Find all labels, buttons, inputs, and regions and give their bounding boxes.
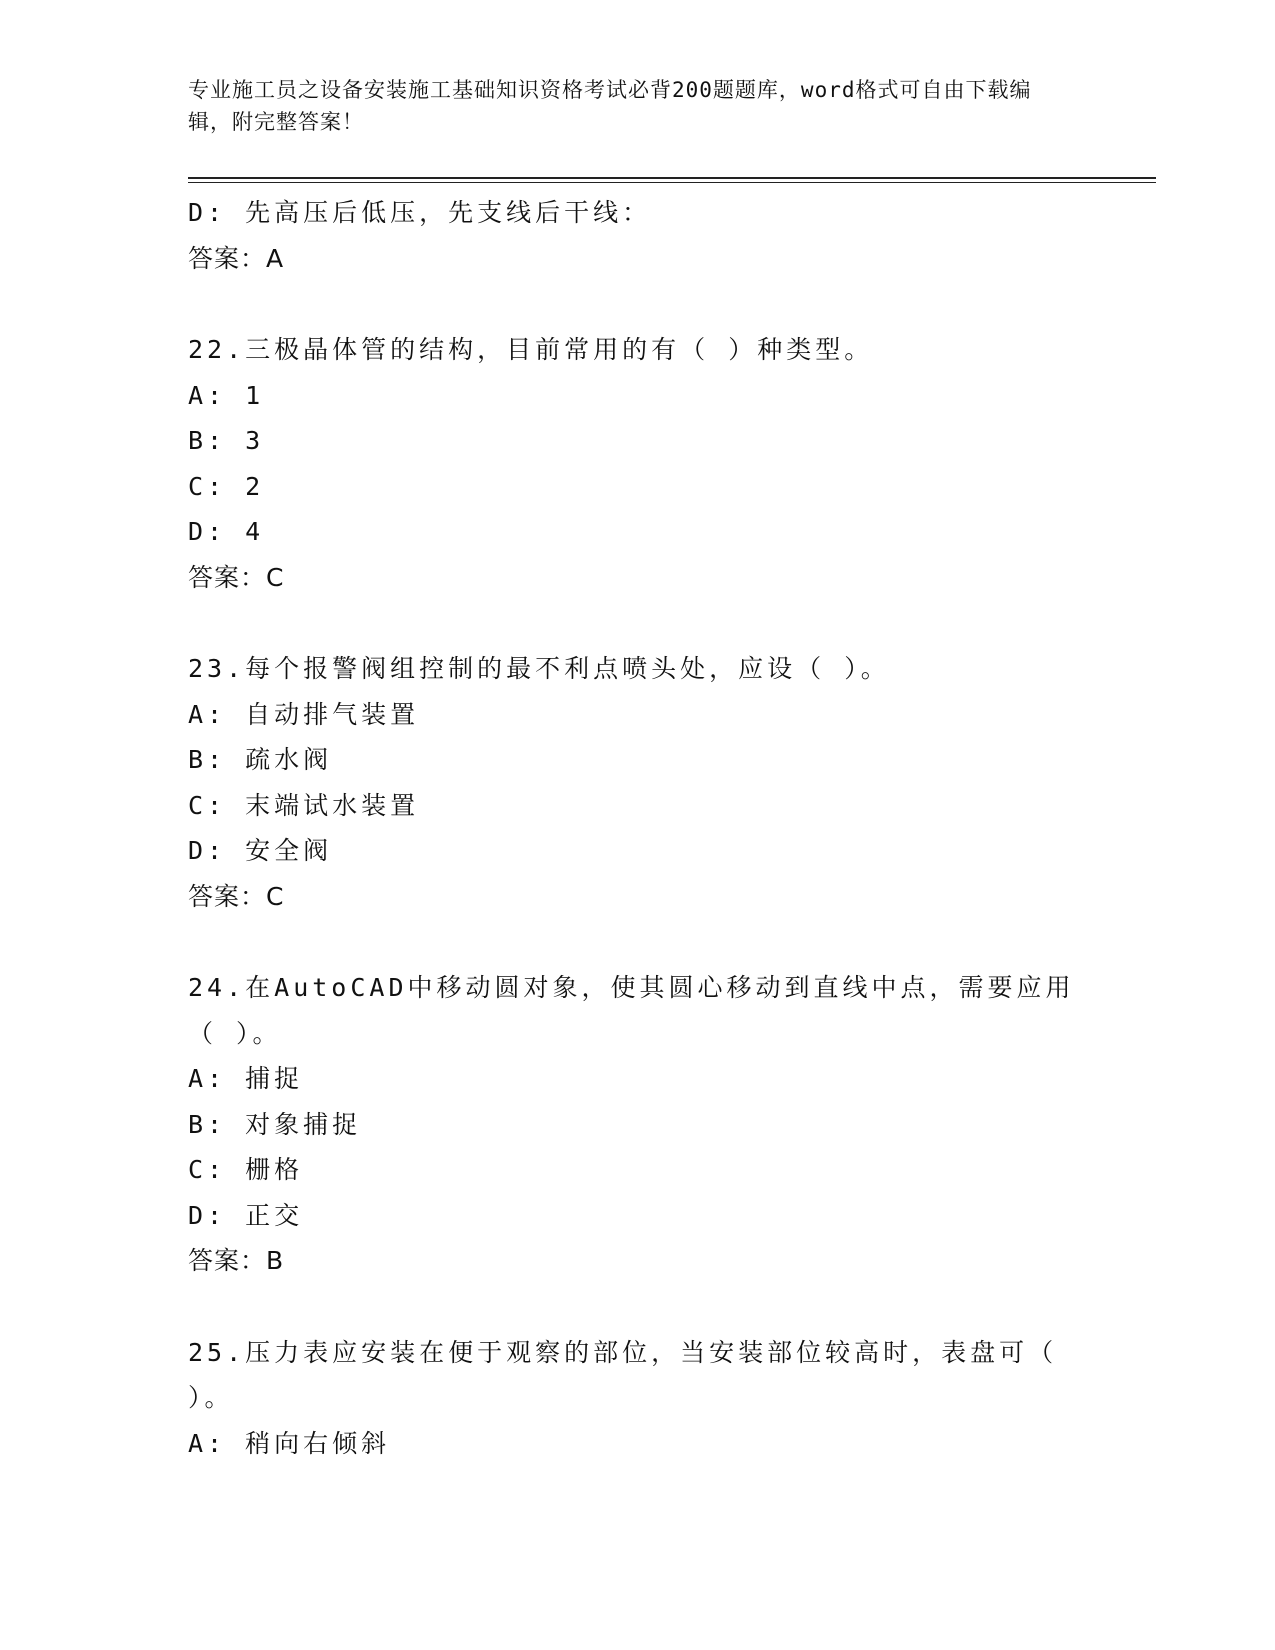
question-text: 22.三极晶体管的结构，目前常用的有（ ）种类型。 — [188, 335, 874, 364]
option-c: C: 2 — [188, 471, 265, 501]
question-text: 23.每个报警阀组控制的最不利点喷头处，应设（ ）。 — [188, 654, 890, 683]
option-b: B: 疏水阀 — [188, 745, 333, 774]
option-a: A: 捕捉 — [188, 1064, 304, 1093]
question-text: 24.在AutoCAD中移动圆对象，使其圆心移动到直线中点，需要应用（ ）。 — [188, 973, 1075, 1048]
option-a: A: 1 — [188, 380, 265, 410]
option-c: C: 末端试水装置 — [188, 790, 420, 820]
question-text: 25.压力表应安装在便于观察的部位，当安装部位较高时，表盘可（ ）。 — [188, 1337, 1058, 1412]
option-b: B: 对象捕捉 — [188, 1109, 362, 1139]
option-a: A: 稍向右倾斜 — [188, 1428, 391, 1458]
answer-line: 答案：A — [188, 243, 285, 273]
answer-line: 答案：C — [188, 881, 285, 911]
option-a: A: 自动排气装置 — [188, 699, 420, 729]
option-b: B: 3 — [188, 426, 265, 455]
header-divider-thick — [188, 177, 1156, 179]
document-header: 专业施工员之设备安装施工基础知识资格考试必背200题题库，word格式可自由下载编辑，附完整答案！ — [188, 78, 1032, 134]
option-d: D: 4 — [188, 517, 265, 546]
answer-line: 答案：B — [188, 1246, 285, 1275]
header-divider-thin — [188, 182, 1156, 183]
option-c: C: 栅格 — [188, 1155, 304, 1184]
option-d: D: 安全阀 — [188, 836, 333, 865]
option-d: D: 正交 — [188, 1200, 304, 1230]
option-d: D: 先高压后低压，先支线后干线： — [188, 198, 652, 227]
answer-line: 答案：C — [188, 562, 285, 592]
question-list — [188, 190, 1088, 1466]
